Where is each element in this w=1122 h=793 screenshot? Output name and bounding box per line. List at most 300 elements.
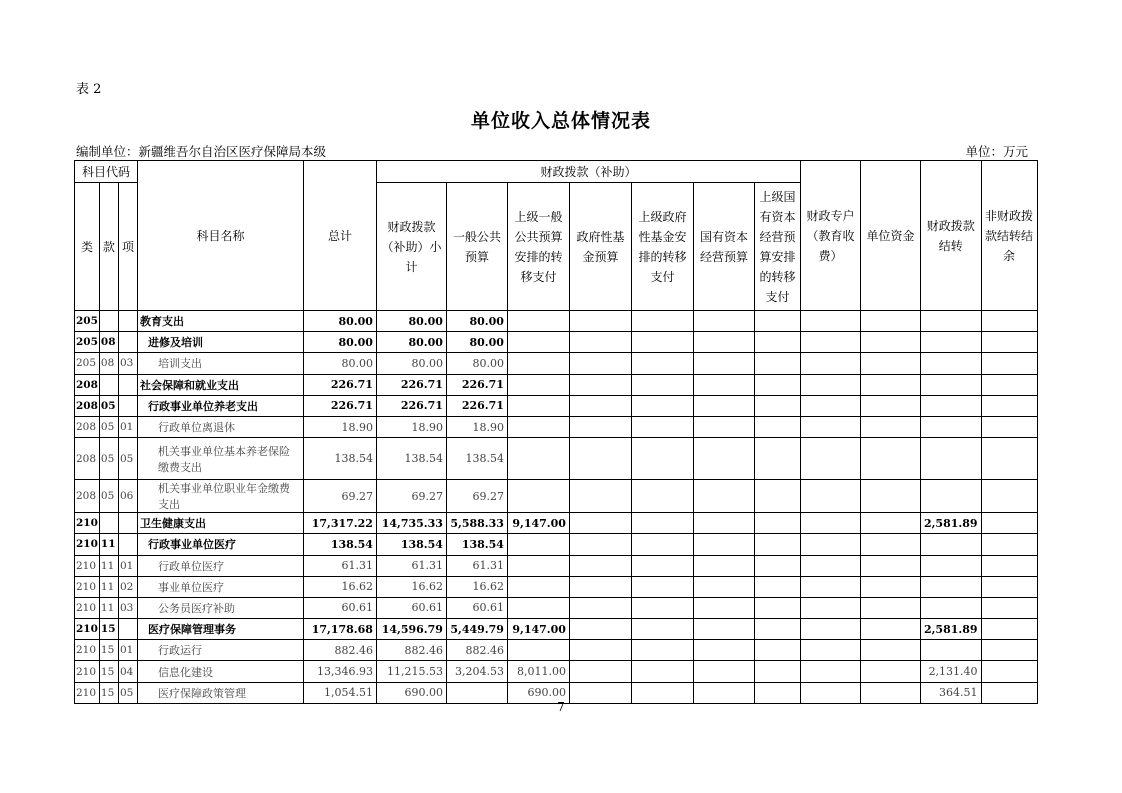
gov-fund-cell: [569, 395, 631, 416]
name-cell: 教育支出: [137, 311, 303, 332]
unit-funds-cell: [860, 534, 920, 555]
upper-capital-cell: [754, 311, 800, 332]
upper-capital-cell: [754, 513, 800, 534]
table-row: [75, 661, 1038, 682]
general-public-cell: 80.00: [446, 311, 507, 332]
xiang-header: 项: [118, 183, 137, 311]
fiscal-carryover-cell: 2,581.89: [920, 513, 981, 534]
fiscal-carryover-cell: [920, 597, 981, 618]
state-capital-cell: [693, 374, 754, 395]
kuan-cell: 15: [99, 661, 118, 682]
unit-funds-cell: [860, 353, 920, 374]
kuan-cell: 08: [99, 353, 118, 374]
upper-fund-cell: [631, 353, 693, 374]
gov-fund-cell: [569, 332, 631, 353]
general-public-cell: 3,204.53: [446, 661, 507, 682]
edu-fee-cell: [800, 353, 860, 374]
unit-label: 单位：万元: [965, 144, 1028, 159]
upper-capital-cell: [754, 332, 800, 353]
lei-cell: 210: [75, 619, 100, 640]
edu-fee-cell: [800, 597, 860, 618]
table-row: [75, 438, 1038, 480]
name-cell: 信息化建设: [137, 661, 303, 682]
fiscal-carryover-cell: [920, 374, 981, 395]
xiang-cell: [118, 332, 137, 353]
xiang-cell: [118, 534, 137, 555]
unit-funds-cell: [860, 661, 920, 682]
unit-funds-cell: [860, 438, 920, 480]
fiscal-carryover-cell: [920, 416, 981, 437]
nonfiscal-carryover-cell: [981, 597, 1037, 618]
xiang-cell: 03: [118, 597, 137, 618]
kuan-cell: 11: [99, 555, 118, 576]
fiscal-carryover-cell: [920, 395, 981, 416]
total-cell: 17,317.22: [303, 513, 376, 534]
gov-fund-cell: [569, 534, 631, 555]
table-row: [75, 395, 1038, 416]
fiscal-subtotal-cell: 80.00: [376, 332, 446, 353]
general-public-cell: 138.54: [446, 438, 507, 480]
upper-capital-cell: [754, 438, 800, 480]
unit-funds-cell: [860, 395, 920, 416]
name-cell: 医疗保障管理事务: [137, 619, 303, 640]
upper-fund-cell: [631, 597, 693, 618]
xiang-cell: 02: [118, 576, 137, 597]
upper-general-cell: 690.00: [507, 682, 569, 703]
table-row: [75, 555, 1038, 576]
fiscal-subtotal-cell: 18.90: [376, 416, 446, 437]
upper-capital-cell: [754, 374, 800, 395]
fiscal-group-header: 财政拨款（补助）: [376, 161, 800, 183]
edu-fee-cell: [800, 640, 860, 661]
compiler-label: 编制单位：新疆维吾尔自治区医疗保障局本级: [76, 144, 327, 159]
gov-fund-cell: [569, 513, 631, 534]
edu-fee-cell: [800, 374, 860, 395]
unit-funds-cell: [860, 311, 920, 332]
total-cell: 226.71: [303, 374, 376, 395]
nonfiscal-carryover-header: 非财政拨款结转结余: [981, 161, 1037, 311]
kuan-cell: 11: [99, 534, 118, 555]
general-public-cell: 16.62: [446, 576, 507, 597]
name-cell: 行政单位离退休: [137, 416, 303, 437]
edu-fee-cell: [800, 576, 860, 597]
table-row: [75, 332, 1038, 353]
lei-cell: 205: [75, 311, 100, 332]
gov-fund-cell: [569, 480, 631, 513]
upper-capital-cell: [754, 661, 800, 682]
xiang-cell: [118, 513, 137, 534]
total-cell: 80.00: [303, 311, 376, 332]
upper-general-cell: 8,011.00: [507, 661, 569, 682]
unit-funds-cell: [860, 416, 920, 437]
state-capital-cell: [693, 513, 754, 534]
nonfiscal-carryover-cell: [981, 555, 1037, 576]
total-cell: 60.61: [303, 597, 376, 618]
name-cell: 行政事业单位养老支出: [137, 395, 303, 416]
fiscal-subtotal-cell: 226.71: [376, 395, 446, 416]
name-cell: 公务员医疗补助: [137, 597, 303, 618]
nonfiscal-carryover-cell: [981, 480, 1037, 513]
upper-general-cell: [507, 416, 569, 437]
name-cell: 行政事业单位医疗: [137, 534, 303, 555]
gov-fund-cell: [569, 438, 631, 480]
name-cell: 进修及培训: [137, 332, 303, 353]
state-capital-cell: [693, 534, 754, 555]
lei-cell: 210: [75, 534, 100, 555]
lei-cell: 208: [75, 374, 100, 395]
gov-fund-cell: [569, 640, 631, 661]
nonfiscal-carryover-cell: [981, 513, 1037, 534]
lei-cell: 210: [75, 640, 100, 661]
xiang-cell: [118, 395, 137, 416]
unit-funds-cell: [860, 640, 920, 661]
upper-general-cell: [507, 311, 569, 332]
upper-general-cell: 9,147.00: [507, 619, 569, 640]
page-number: 7: [557, 700, 565, 714]
total-cell: 80.00: [303, 332, 376, 353]
unit-funds-cell: [860, 597, 920, 618]
upper-fund-cell: [631, 480, 693, 513]
table-row: [75, 640, 1038, 661]
gov-fund-cell: [569, 353, 631, 374]
upper-fund-cell: [631, 332, 693, 353]
name-cell: 机关事业单位基本养老保险缴费支出: [137, 438, 303, 480]
table-row: [75, 576, 1038, 597]
fiscal-carryover-cell: [920, 353, 981, 374]
state-capital-cell: [693, 438, 754, 480]
kuan-cell: 15: [99, 640, 118, 661]
lei-cell: 208: [75, 395, 100, 416]
state-capital-cell: [693, 555, 754, 576]
state-capital-cell: [693, 619, 754, 640]
lei-cell: 208: [75, 416, 100, 437]
upper-general-cell: [507, 374, 569, 395]
fiscal-subtotal-cell: 14,735.33: [376, 513, 446, 534]
edu-fee-cell: [800, 534, 860, 555]
edu-fee-cell: [800, 480, 860, 513]
general-public-cell: 80.00: [446, 353, 507, 374]
gov-fund-cell: [569, 555, 631, 576]
total-cell: 138.54: [303, 534, 376, 555]
upper-general-cell: [507, 640, 569, 661]
fiscal-subtotal-cell: 16.62: [376, 576, 446, 597]
upper-general-cell: [507, 534, 569, 555]
xiang-cell: 05: [118, 438, 137, 480]
state-capital-header: 国有资本经营预算: [693, 183, 754, 311]
income-table: [74, 160, 1038, 704]
kuan-cell: 05: [99, 395, 118, 416]
upper-capital-cell: [754, 395, 800, 416]
upper-fund-cell: [631, 534, 693, 555]
fiscal-carryover-cell: 364.51: [920, 682, 981, 703]
unit-funds-header: 单位资金: [860, 161, 920, 311]
xiang-cell: 01: [118, 640, 137, 661]
lei-cell: 208: [75, 480, 100, 513]
gov-fund-cell: [569, 416, 631, 437]
table-row: [75, 416, 1038, 437]
edu-fee-cell: [800, 395, 860, 416]
xiang-cell: 05: [118, 682, 137, 703]
upper-fund-cell: [631, 640, 693, 661]
unit-funds-cell: [860, 480, 920, 513]
table-row: [75, 353, 1038, 374]
kuan-cell: 05: [99, 438, 118, 480]
upper-general-cell: [507, 332, 569, 353]
upper-fund-cell: [631, 555, 693, 576]
total-cell: 17,178.68: [303, 619, 376, 640]
lei-cell: 210: [75, 597, 100, 618]
name-cell: 社会保障和就业支出: [137, 374, 303, 395]
fiscal-subtotal-cell: 138.54: [376, 534, 446, 555]
lei-cell: 210: [75, 661, 100, 682]
upper-capital-cell: [754, 353, 800, 374]
fiscal-subtotal-cell: 226.71: [376, 374, 446, 395]
upper-capital-cell: [754, 480, 800, 513]
upper-fund-cell: [631, 311, 693, 332]
total-cell: 138.54: [303, 438, 376, 480]
kuan-cell: [99, 374, 118, 395]
upper-fund-cell: [631, 619, 693, 640]
upper-capital-cell: [754, 597, 800, 618]
kuan-cell: 05: [99, 480, 118, 513]
kuan-cell: 05: [99, 416, 118, 437]
lei-cell: 205: [75, 332, 100, 353]
kuan-cell: 15: [99, 619, 118, 640]
unit-funds-cell: [860, 513, 920, 534]
gov-fund-cell: [569, 619, 631, 640]
general-public-cell: 138.54: [446, 534, 507, 555]
nonfiscal-carryover-cell: [981, 438, 1037, 480]
fiscal-carryover-cell: [920, 640, 981, 661]
upper-general-cell: [507, 555, 569, 576]
kuan-cell: 11: [99, 576, 118, 597]
upper-capital-header: 上级国有资本经营预算安排的转移支付: [754, 183, 800, 311]
fiscal-subtotal-cell: 69.27: [376, 480, 446, 513]
unit-funds-cell: [860, 555, 920, 576]
fiscal-carryover-cell: 2,131.40: [920, 661, 981, 682]
edu-fee-header: 财政专户（教育收费）: [800, 161, 860, 311]
fiscal-subtotal-cell: 14,596.79: [376, 619, 446, 640]
nonfiscal-carryover-cell: [981, 374, 1037, 395]
total-header: 总计: [303, 161, 376, 311]
nonfiscal-carryover-cell: [981, 353, 1037, 374]
table-row: [75, 311, 1038, 332]
total-cell: 80.00: [303, 353, 376, 374]
xiang-cell: 03: [118, 353, 137, 374]
general-public-cell: 80.00: [446, 332, 507, 353]
name-cell: 机关事业单位职业年金缴费支出: [137, 480, 303, 513]
state-capital-cell: [693, 311, 754, 332]
total-cell: 61.31: [303, 555, 376, 576]
upper-general-cell: [507, 395, 569, 416]
general-public-cell: 226.71: [446, 395, 507, 416]
lei-cell: 210: [75, 576, 100, 597]
upper-capital-cell: [754, 619, 800, 640]
edu-fee-cell: [800, 416, 860, 437]
state-capital-cell: [693, 661, 754, 682]
general-public-cell: 5,449.79: [446, 619, 507, 640]
fiscal-subtotal-cell: 80.00: [376, 353, 446, 374]
table-row: [75, 619, 1038, 640]
general-public-cell: 61.31: [446, 555, 507, 576]
name-cell: 事业单位医疗: [137, 576, 303, 597]
state-capital-cell: [693, 576, 754, 597]
name-header: 科目名称: [137, 161, 303, 311]
state-capital-cell: [693, 640, 754, 661]
fiscal-carryover-cell: [920, 438, 981, 480]
upper-fund-cell: [631, 438, 693, 480]
upper-capital-cell: [754, 576, 800, 597]
edu-fee-cell: [800, 619, 860, 640]
fiscal-carryover-cell: [920, 311, 981, 332]
fiscal-subtotal-cell: 882.46: [376, 640, 446, 661]
nonfiscal-carryover-cell: [981, 534, 1037, 555]
upper-fund-cell: [631, 513, 693, 534]
upper-general-cell: [507, 353, 569, 374]
nonfiscal-carryover-cell: [981, 332, 1037, 353]
nonfiscal-carryover-cell: [981, 619, 1037, 640]
kuan-cell: [99, 513, 118, 534]
lei-header: 类: [75, 183, 100, 311]
upper-fund-cell: [631, 576, 693, 597]
xiang-cell: 01: [118, 416, 137, 437]
general-public-header: 一般公共预算: [446, 183, 507, 311]
name-cell: 医疗保障政策管理: [137, 682, 303, 703]
upper-general-header: 上级一般公共预算安排的转移支付: [507, 183, 569, 311]
kuan-cell: [99, 311, 118, 332]
edu-fee-cell: [800, 438, 860, 480]
nonfiscal-carryover-cell: [981, 640, 1037, 661]
fiscal-subtotal-header: 财政拨款（补助）小计: [376, 183, 446, 311]
fiscal-subtotal-cell: 61.31: [376, 555, 446, 576]
upper-fund-cell: [631, 416, 693, 437]
table-row: [75, 480, 1038, 513]
lei-cell: 208: [75, 438, 100, 480]
total-cell: 16.62: [303, 576, 376, 597]
xiang-cell: [118, 374, 137, 395]
kuan-cell: 11: [99, 597, 118, 618]
xiang-cell: 01: [118, 555, 137, 576]
nonfiscal-carryover-cell: [981, 395, 1037, 416]
edu-fee-cell: [800, 311, 860, 332]
gov-fund-header: 政府性基金预算: [569, 183, 631, 311]
unit-funds-cell: [860, 576, 920, 597]
total-cell: 226.71: [303, 395, 376, 416]
unit-funds-cell: [860, 332, 920, 353]
fiscal-carryover-cell: [920, 534, 981, 555]
lei-cell: 210: [75, 682, 100, 703]
name-cell: 行政运行: [137, 640, 303, 661]
nonfiscal-carryover-cell: [981, 576, 1037, 597]
total-cell: 18.90: [303, 416, 376, 437]
upper-fund-cell: [631, 395, 693, 416]
state-capital-cell: [693, 597, 754, 618]
state-capital-cell: [693, 416, 754, 437]
xiang-cell: [118, 619, 137, 640]
upper-general-cell: [507, 480, 569, 513]
kuan-header: 款: [99, 183, 118, 311]
upper-general-cell: 9,147.00: [507, 513, 569, 534]
fiscal-carryover-cell: [920, 480, 981, 513]
upper-capital-cell: [754, 555, 800, 576]
table-row: [75, 374, 1038, 395]
upper-general-cell: [507, 438, 569, 480]
lei-cell: 210: [75, 555, 100, 576]
general-public-cell: 69.27: [446, 480, 507, 513]
general-public-cell: 18.90: [446, 416, 507, 437]
total-cell: 1,054.51: [303, 682, 376, 703]
upper-capital-cell: [754, 534, 800, 555]
lei-cell: 205: [75, 353, 100, 374]
xiang-cell: 06: [118, 480, 137, 513]
table-row: [75, 534, 1038, 555]
upper-fund-cell: [631, 661, 693, 682]
fiscal-subtotal-cell: 11,215.53: [376, 661, 446, 682]
gov-fund-cell: [569, 661, 631, 682]
state-capital-cell: [693, 332, 754, 353]
upper-fund-cell: [631, 374, 693, 395]
upper-capital-cell: [754, 416, 800, 437]
edu-fee-cell: [800, 661, 860, 682]
lei-cell: 210: [75, 513, 100, 534]
fiscal-carryover-cell: [920, 555, 981, 576]
gov-fund-cell: [569, 597, 631, 618]
kuan-cell: 08: [99, 332, 118, 353]
state-capital-cell: [693, 353, 754, 374]
state-capital-cell: [693, 480, 754, 513]
table-row: [75, 597, 1038, 618]
code-group-header: 科目代码: [75, 161, 138, 183]
gov-fund-cell: [569, 374, 631, 395]
name-cell: 卫生健康支出: [137, 513, 303, 534]
fiscal-carryover-cell: [920, 576, 981, 597]
nonfiscal-carryover-cell: [981, 416, 1037, 437]
table-row: [75, 513, 1038, 534]
nonfiscal-carryover-cell: [981, 311, 1037, 332]
name-cell: 行政单位医疗: [137, 555, 303, 576]
table-body: [75, 311, 1038, 704]
unit-funds-cell: [860, 374, 920, 395]
upper-capital-cell: [754, 640, 800, 661]
gov-fund-cell: [569, 311, 631, 332]
fiscal-carryover-cell: 2,581.89: [920, 619, 981, 640]
fiscal-subtotal-cell: 80.00: [376, 311, 446, 332]
name-cell: 培训支出: [137, 353, 303, 374]
upper-general-cell: [507, 576, 569, 597]
total-cell: 69.27: [303, 480, 376, 513]
fiscal-subtotal-cell: 690.00: [376, 682, 446, 703]
kuan-cell: 15: [99, 682, 118, 703]
total-cell: 13,346.93: [303, 661, 376, 682]
general-public-cell: 5,588.33: [446, 513, 507, 534]
gov-fund-cell: [569, 576, 631, 597]
page-title: 单位收入总体情况表: [470, 110, 651, 132]
upper-fund-header: 上级政府性基金安排的转移支付: [631, 183, 693, 311]
fiscal-carryover-header: 财政拨款结转: [920, 161, 981, 311]
general-public-cell: 226.71: [446, 374, 507, 395]
nonfiscal-carryover-cell: [981, 661, 1037, 682]
table-header: [75, 161, 1038, 311]
fiscal-subtotal-cell: 138.54: [376, 438, 446, 480]
total-cell: 882.46: [303, 640, 376, 661]
general-public-cell: 882.46: [446, 640, 507, 661]
fiscal-carryover-cell: [920, 332, 981, 353]
xiang-cell: 04: [118, 661, 137, 682]
upper-general-cell: [507, 597, 569, 618]
edu-fee-cell: [800, 332, 860, 353]
edu-fee-cell: [800, 555, 860, 576]
xiang-cell: [118, 311, 137, 332]
